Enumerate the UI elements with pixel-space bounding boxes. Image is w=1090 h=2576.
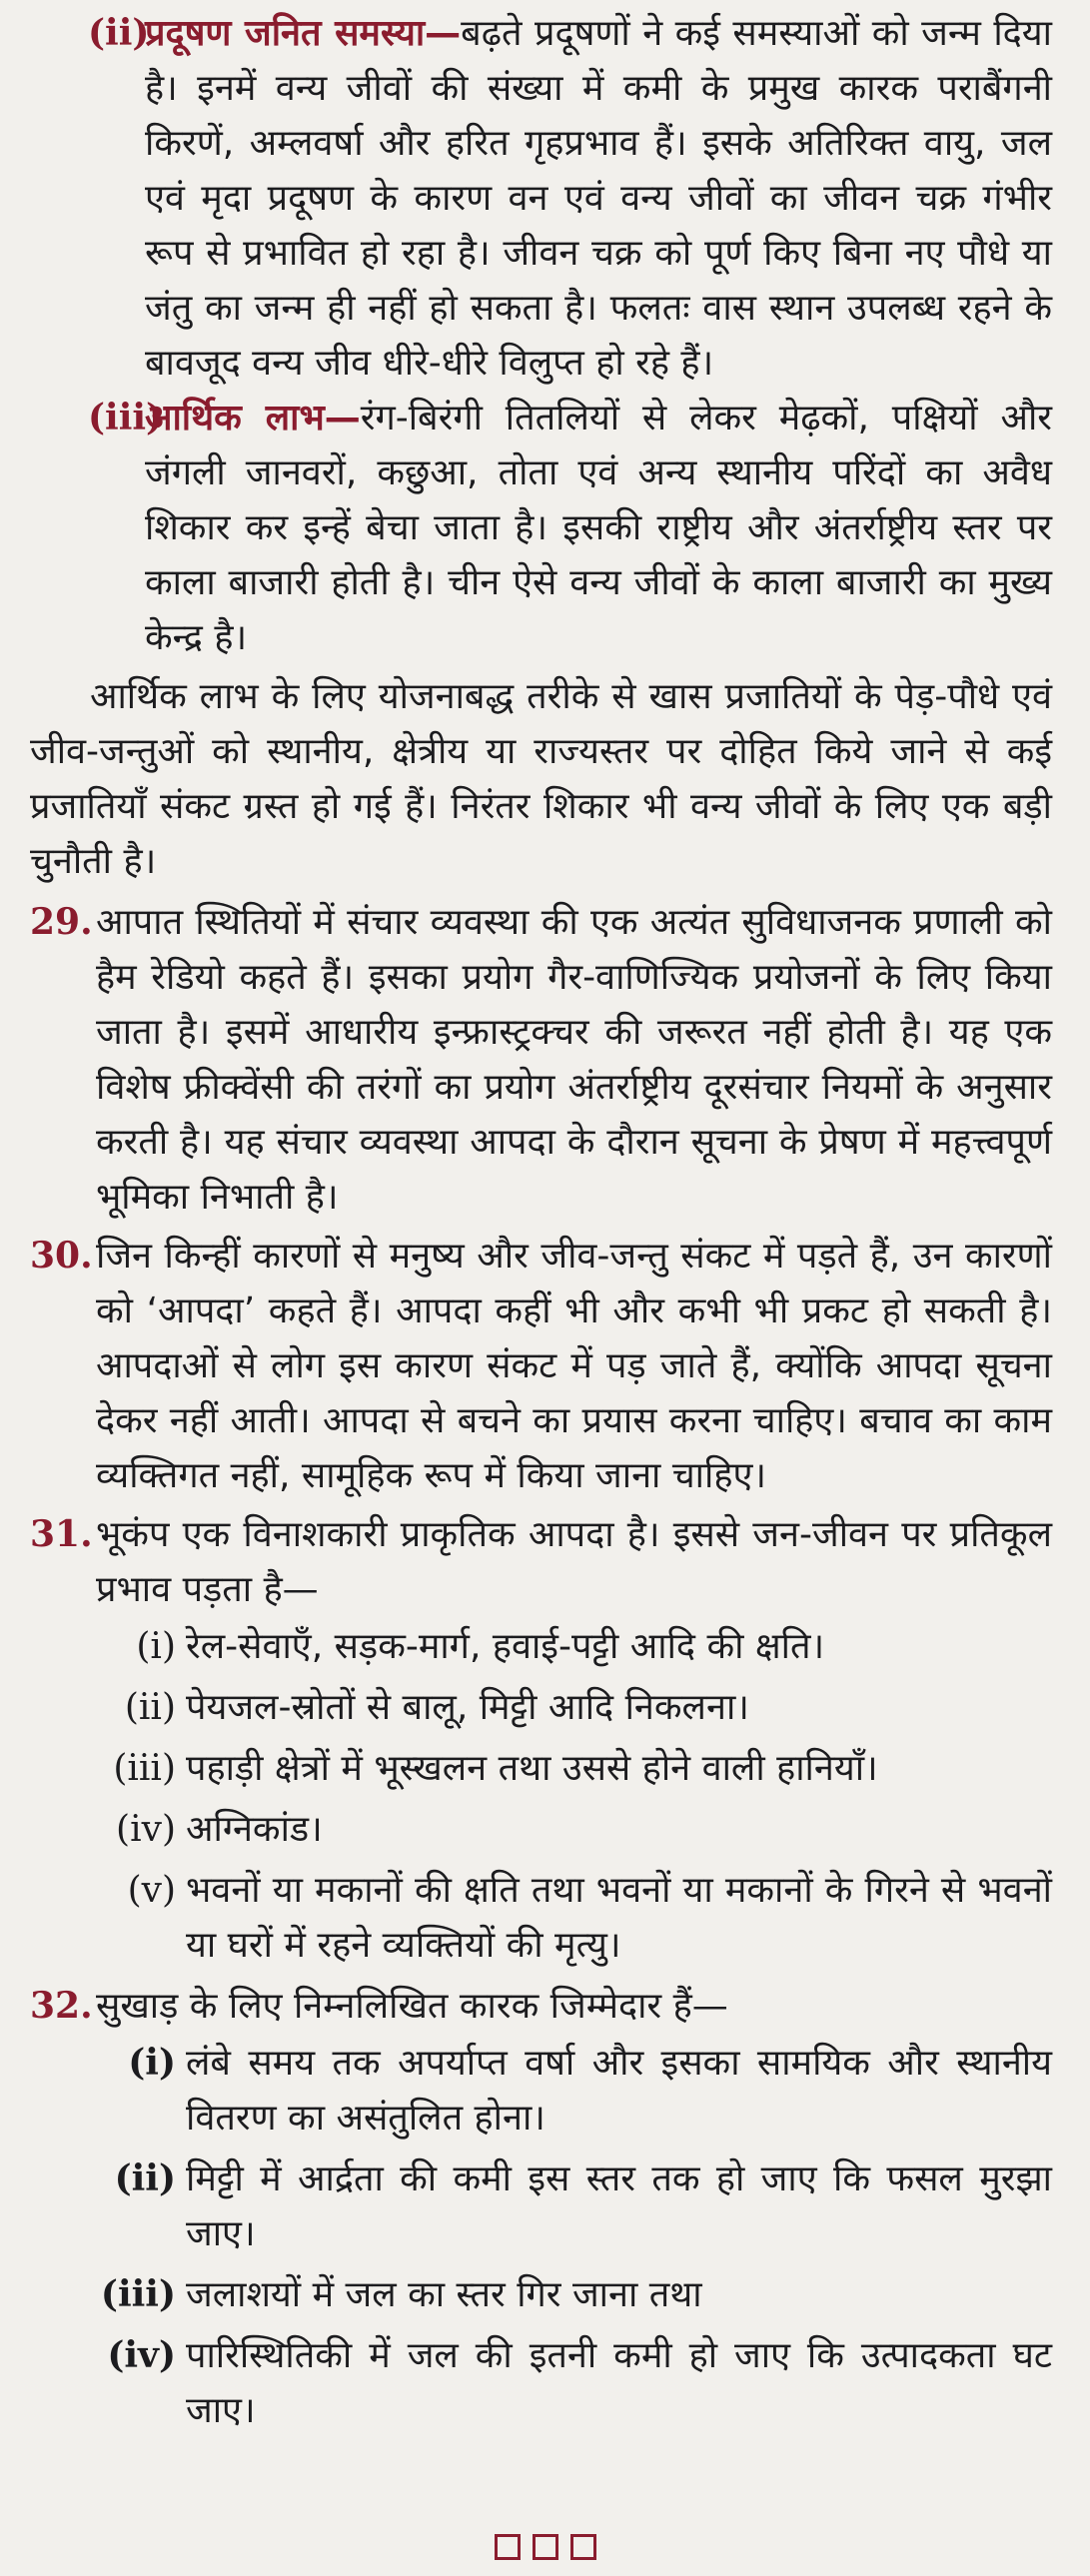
- sub-point-marker: (iii): [88, 397, 164, 438]
- effects-list: [96, 1619, 1052, 1973]
- answer-29: [30, 895, 1052, 1225]
- square-ornament-icon: [533, 2534, 558, 2560]
- question-number: 31.: [30, 1513, 93, 1555]
- question-number: 29.: [30, 901, 93, 943]
- summary-paragraph: आर्थिक लाभ के लिए योजनाबद्ध तरीके से खास प्रजातियों के पेड़-पौधे एवं जीव-जन्तुओं को स्थानीय, क्षेत्रीय या राज्यस्तर पर दोहित किये जाने से कई प्रजातियाँ संकट ग्रस्त हो गई हैं। निरंतर शिकार भी वन्य जीवों के लिए एक बड़ी चुनौती है।: [30, 676, 1052, 882]
- list-item-text: अग्निकांड।: [186, 1809, 323, 1850]
- list-item: [96, 2036, 1052, 2146]
- list-item: [96, 1680, 1052, 1735]
- list-item-text: पेयजल-स्रोतों से बालू, मिट्टी आदि निकलना।: [186, 1687, 749, 1728]
- list-item: [96, 2328, 1052, 2438]
- list-item-marker: (iii): [100, 2273, 176, 2315]
- list-item-marker: (i): [136, 1626, 176, 1667]
- answer-text: सुखाड़ के लिए निम्नलिखित कारक जिम्मेदार हैं—: [96, 1986, 728, 2027]
- list-item-marker: (iv): [107, 2334, 176, 2376]
- list-item-text: मिट्टी में आर्द्रता की कमी इस स्तर तक हो जाए कि फसल मुरझा जाए।: [186, 2158, 1052, 2254]
- list-item-marker: (iii): [113, 1748, 176, 1789]
- square-ornament-icon: [495, 2534, 521, 2560]
- answer-text: आपात स्थितियों में संचार व्यवस्था की एक अत्यंत सुविधाजनक प्रणाली को हैम रेडियो कहते हैं। इसका प्रयोग गैर-वाणिज्यिक प्रयोजनों के लिए किया जाता है। इसमें आधारीय इन्फ्रास्ट्रक्चर की जरूरत नहीं होती है। यह एक विशेष फ्रीक्वेंसी की तरंगों का प्रयोग अंतर्राष्ट्रीय दूरसंचार नियमों के अनुसार करती है। यह संचार व्यवस्था आपदा के दौरान सूचना के प्रेषण में महत्त्वपूर्ण भूमिका निभाती है।: [96, 902, 1052, 1218]
- list-item-text: रेल-सेवाएँ, सड़क-मार्ग, हवाई-पट्टी आदि की क्षति।: [186, 1626, 825, 1667]
- list-item: [96, 1802, 1052, 1857]
- sub-point-heading: आर्थिक लाभ—: [145, 398, 361, 438]
- sub-point-text: बढ़ते प्रदूषणों ने कई समस्याओं को जन्म दिया है। इनमें वन्य जीवों की संख्या में कमी के प्रमुख कारक पराबैंगनी किरणें, अम्लवर्षा और हरित गृहप्रभाव हैं। इसके अतिरिक्त वायु, जल एवं मृदा प्रदूषण के कारण वन एवं वन्य जीवों का जीवन चक्र गंभीर रूप से प्रभावित हो रहा है। जीवन चक्र को पूर्ण किए बिना नए पौधे या जंतु का जन्म ही नहीं हो सकता है। फलतः वास स्थान उपलब्ध रहने के बावजूद वन्य जीव धीरे-धीरे विलुप्त हो रहे हैं।: [145, 13, 1052, 384]
- list-item-text: भवनों या मकानों की क्षति तथा भवनों या मकानों के गिरने से भवनों या घरों में रहने व्यक्तियों की मृत्यु।: [186, 1870, 1052, 1966]
- list-item-text: जलाशयों में जल का स्तर गिर जाना तथा: [186, 2274, 702, 2315]
- drought-factors-list: [96, 2036, 1052, 2438]
- square-ornament-icon: [570, 2534, 596, 2560]
- list-item-text: पहाड़ी क्षेत्रों में भूस्खलन तथा उससे होने वाली हानियाँ।: [186, 1748, 878, 1789]
- answer-31: [30, 1507, 1052, 1973]
- list-item-text: पारिस्थितिकी में जल की इतनी कमी हो जाए कि उत्पादकता घट जाए।: [186, 2335, 1052, 2431]
- answer-text: जिन किन्हीं कारणों से मनुष्य और जीव-जन्तु संकट में पड़ते हैं, उन कारणों को ‘आपदा’ कहते हैं। आपदा कहीं भी और कभी भी प्रकट हो सकती है। आपदाओं से लोग इस कारण संकट में पड़ जाते हैं, क्योंकि आपदा सूचना देकर नहीं आती। आपदा से बचने का प्रयास करना चाहिए। बचाव का काम व्यक्तिगत नहीं, सामूहिक रूप में किया जाना चाहिए।: [96, 1236, 1052, 1496]
- list-item: [96, 1741, 1052, 1796]
- sub-point-heading: प्रदूषण जनित समस्या—: [145, 13, 462, 54]
- question-number: 30.: [30, 1235, 93, 1277]
- question-number: 32.: [30, 1985, 93, 2027]
- list-item-marker: (ii): [114, 2157, 176, 2199]
- sub-point-text: रंग-बिरंगी तितलियों से लेकर मेढ़कों, पक्षियों और जंगली जानवरों, कछुआ, तोता एवं अन्य स्थानीय परिंदों का अवैध शिकार कर इन्हें बेचा जाता है। इसकी राष्ट्रीय और अंतर्राष्ट्रीय स्तर पर काला बाजारी होती है। चीन ऐसे वन्य जीवों के काला बाजारी का मुख्य केन्द्र है।: [145, 398, 1052, 658]
- sub-point-economic-gain: [30, 391, 1052, 665]
- answer-30: [30, 1229, 1052, 1503]
- answer-text: भूकंप एक विनाशकारी प्राकृतिक आपदा है। इससे जन-जीवन पर प्रतिकूल प्रभाव पड़ता है—: [96, 1514, 1052, 1610]
- list-item-marker: (i): [128, 2042, 176, 2084]
- list-item: [96, 1619, 1052, 1674]
- end-of-section-marks: [0, 2521, 1090, 2551]
- sub-point-marker: (ii): [88, 12, 150, 54]
- list-item-marker: (ii): [124, 1687, 176, 1728]
- list-item: [96, 2151, 1052, 2261]
- sub-point-pollution: [30, 6, 1052, 391]
- list-item-text: लंबे समय तक अपर्याप्त वर्षा और इसका सामयिक और स्थानीय वितरण का असंतुलित होना।: [186, 2043, 1052, 2139]
- list-item: [96, 1863, 1052, 1973]
- list-item-marker: (v): [127, 1870, 176, 1911]
- list-item: [96, 2267, 1052, 2322]
- list-item-marker: (iv): [116, 1809, 176, 1850]
- answer-32: [30, 1979, 1052, 2438]
